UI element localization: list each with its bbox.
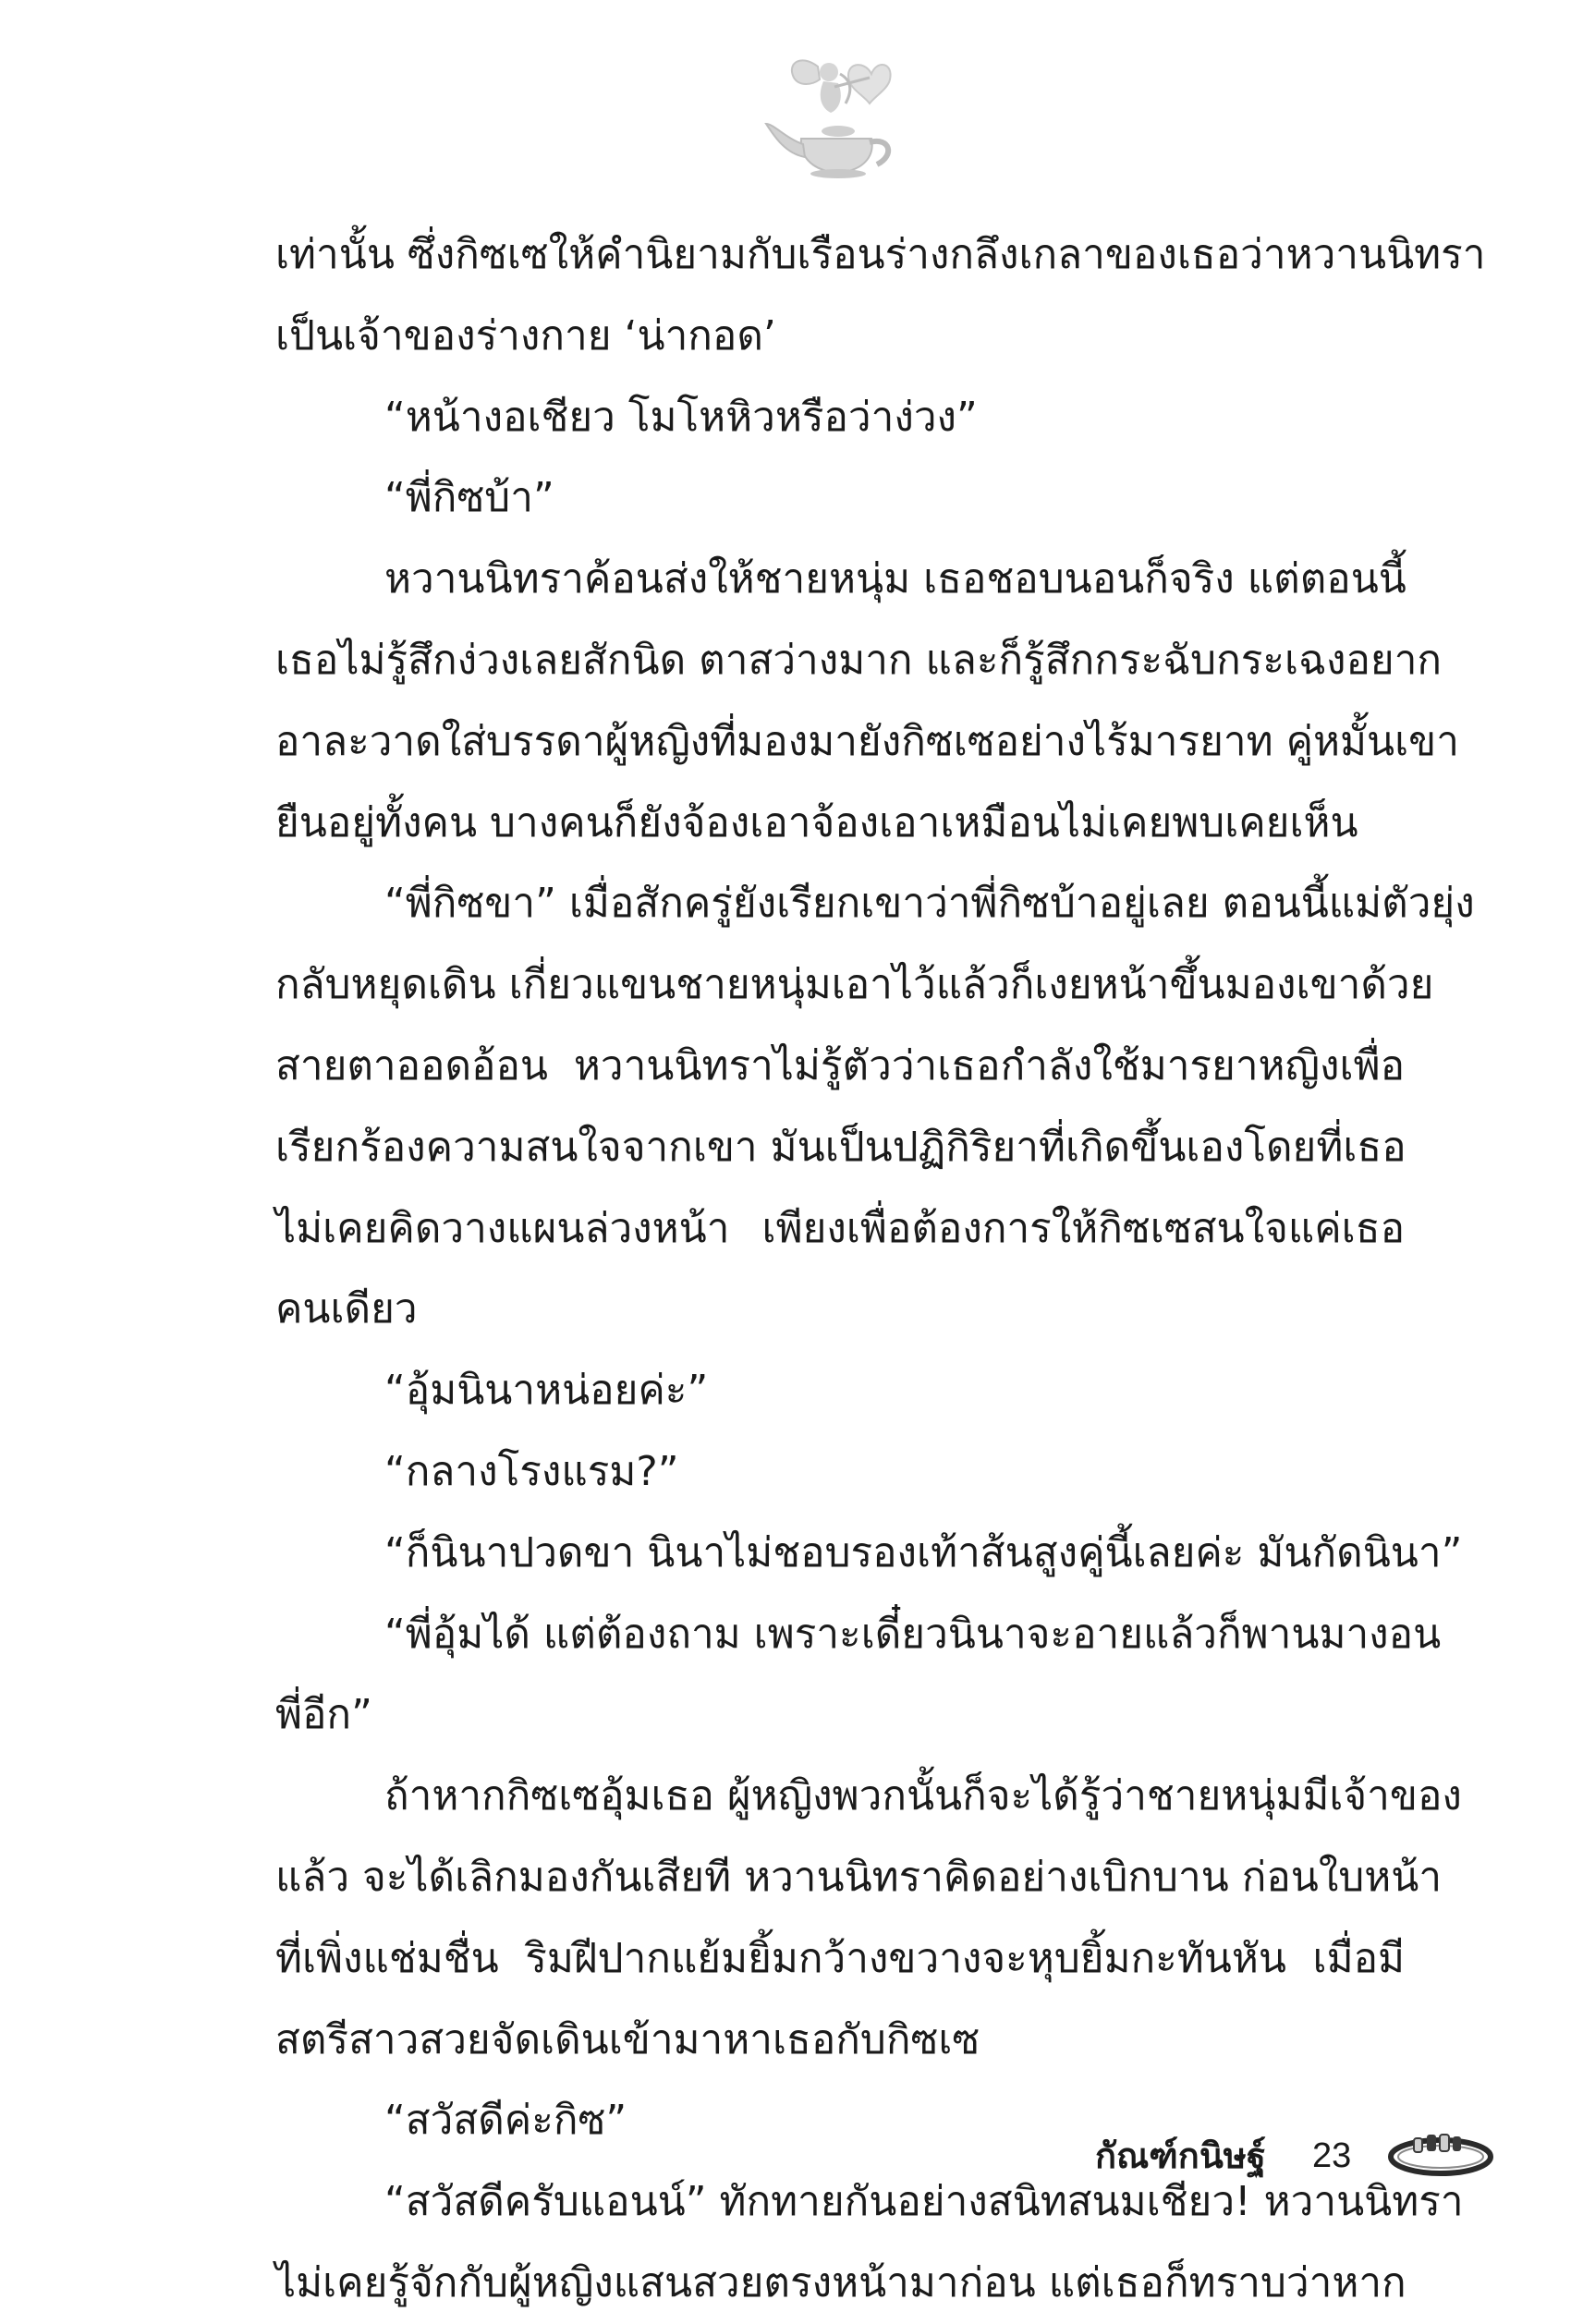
text-line: “พี่กิซขา” เมื่อสักครู่ยังเรียกเขาว่าพี่กิซบ้าอยู่เลย ตอนนี้แม่ตัวยุ่ง — [384, 880, 1475, 928]
bracelet-icon — [1386, 2129, 1495, 2181]
text-line: เท่านั้น ซึ่งกิซเซให้คำนิยามกับเรือนร่างกลึงเกลาของเธอว่าหวานนิทรา — [275, 231, 1486, 278]
text-line: “กลางโรงแรม?” — [384, 1447, 679, 1495]
text-line: กลับหยุดเดิน เกี่ยวแขนชายหนุ่มเอาไว้แล้วก็เงยหน้าขึ้นมองเขาด้วย — [275, 961, 1434, 1009]
text-line: “พี่อุ้มได้ แต่ต้องถาม เพราะเดี๋ยวนินาจะอายแล้วก็พานมางอน — [384, 1610, 1442, 1658]
text-line: ถ้าหากกิซเซอุ้มเธอ ผู้หญิงพวกนั้นก็จะได้รู้ว่าชายหนุ่มมีเจ้าของ — [384, 1772, 1462, 1820]
text-line: เป็นเจ้าของร่างกาย ‘น่ากอด’ — [275, 311, 776, 359]
page-footer — [0, 2123, 1583, 2188]
text-line: ไม่เคยรู้จักกับผู้หญิงแสนสวยตรงหน้ามาก่อน แต่เธอก็ทราบว่าหาก — [275, 2258, 1406, 2306]
text-line: “ก็นินาปวดขา นินาไม่ชอบรองเท้าส้นสูงคู่นี้เลยค่ะ มันกัดนินา” — [384, 1528, 1463, 1576]
text-line: “หน้างอเชียว โมโหหิวหรือว่าง่วง” — [384, 393, 978, 441]
text-line: “อุ้มนินาหน่อยค่ะ” — [384, 1367, 709, 1415]
text-line: หวานนิทราค้อนส่งให้ชายหนุ่ม เธอชอบนอนก็จริง แต่ตอนนี้ — [384, 555, 1406, 603]
text-line: ที่เพิ่งแช่มชื่น ริมฝีปากแย้มยิ้มกว้างขวางจะหุบยิ้มกะทันหัน เมื่อมี — [275, 1934, 1405, 1982]
text-line: ไม่เคยคิดวางแผนล่วงหน้า เพียงเพื่อต้องการให้กิซเซสนใจแค่เธอ — [275, 1204, 1405, 1252]
page-number: 23 — [1312, 2136, 1352, 2175]
text-line: ยืนอยู่ทั้งคน บางคนก็ยังจ้องเอาจ้องเอาเหมือนไม่เคยพบเคยเห็น — [275, 798, 1358, 846]
text-line: พี่อีก” — [275, 1691, 372, 1739]
text-line: “สวัสดีค่ะกิซ” — [384, 2097, 627, 2145]
cupid-teapot-ornament-icon — [753, 46, 919, 185]
text-line: “สวัสดีครับแอนน์” ทักทายกันอย่างสนิทสนมเชียว! หวานนิทรา — [384, 2178, 1464, 2226]
text-line: แล้ว จะได้เลิกมองกันเสียที หวานนิทราคิดอย่างเบิกบาน ก่อนใบหน้า — [275, 1853, 1443, 1901]
body-text — [275, 214, 1486, 2324]
text-line: “พี่กิซบ้า” — [384, 474, 554, 522]
text-line: อาละวาดใส่บรรดาผู้หญิงที่มองมายังกิซเซอย่างไร้มารยาท คู่หมั้นเขา — [275, 717, 1459, 765]
text-line: คนเดียว — [275, 1285, 418, 1333]
text-line: สายตาออดอ้อน หวานนิทราไม่รู้ตัวว่าเธอกำลังใช้มารยาหญิงเพื่อ — [275, 1041, 1405, 1089]
text-line: เรียกร้องความสนใจจากเขา มันเป็นปฏิกิริยาที่เกิดขึ้นเองโดยที่เธอ — [275, 1123, 1406, 1171]
text-line: สตรีสาวสวยจัดเดินเข้ามาหาเธอกับกิซเซ — [275, 2015, 980, 2063]
book-title: กัณฑ์กนิษฐ์ — [1095, 2135, 1266, 2176]
text-line: เธอไม่รู้สึกง่วงเลยสักนิด ตาสว่างมาก และก็รู้สึกกระฉับกระเฉงอยาก — [275, 636, 1443, 684]
